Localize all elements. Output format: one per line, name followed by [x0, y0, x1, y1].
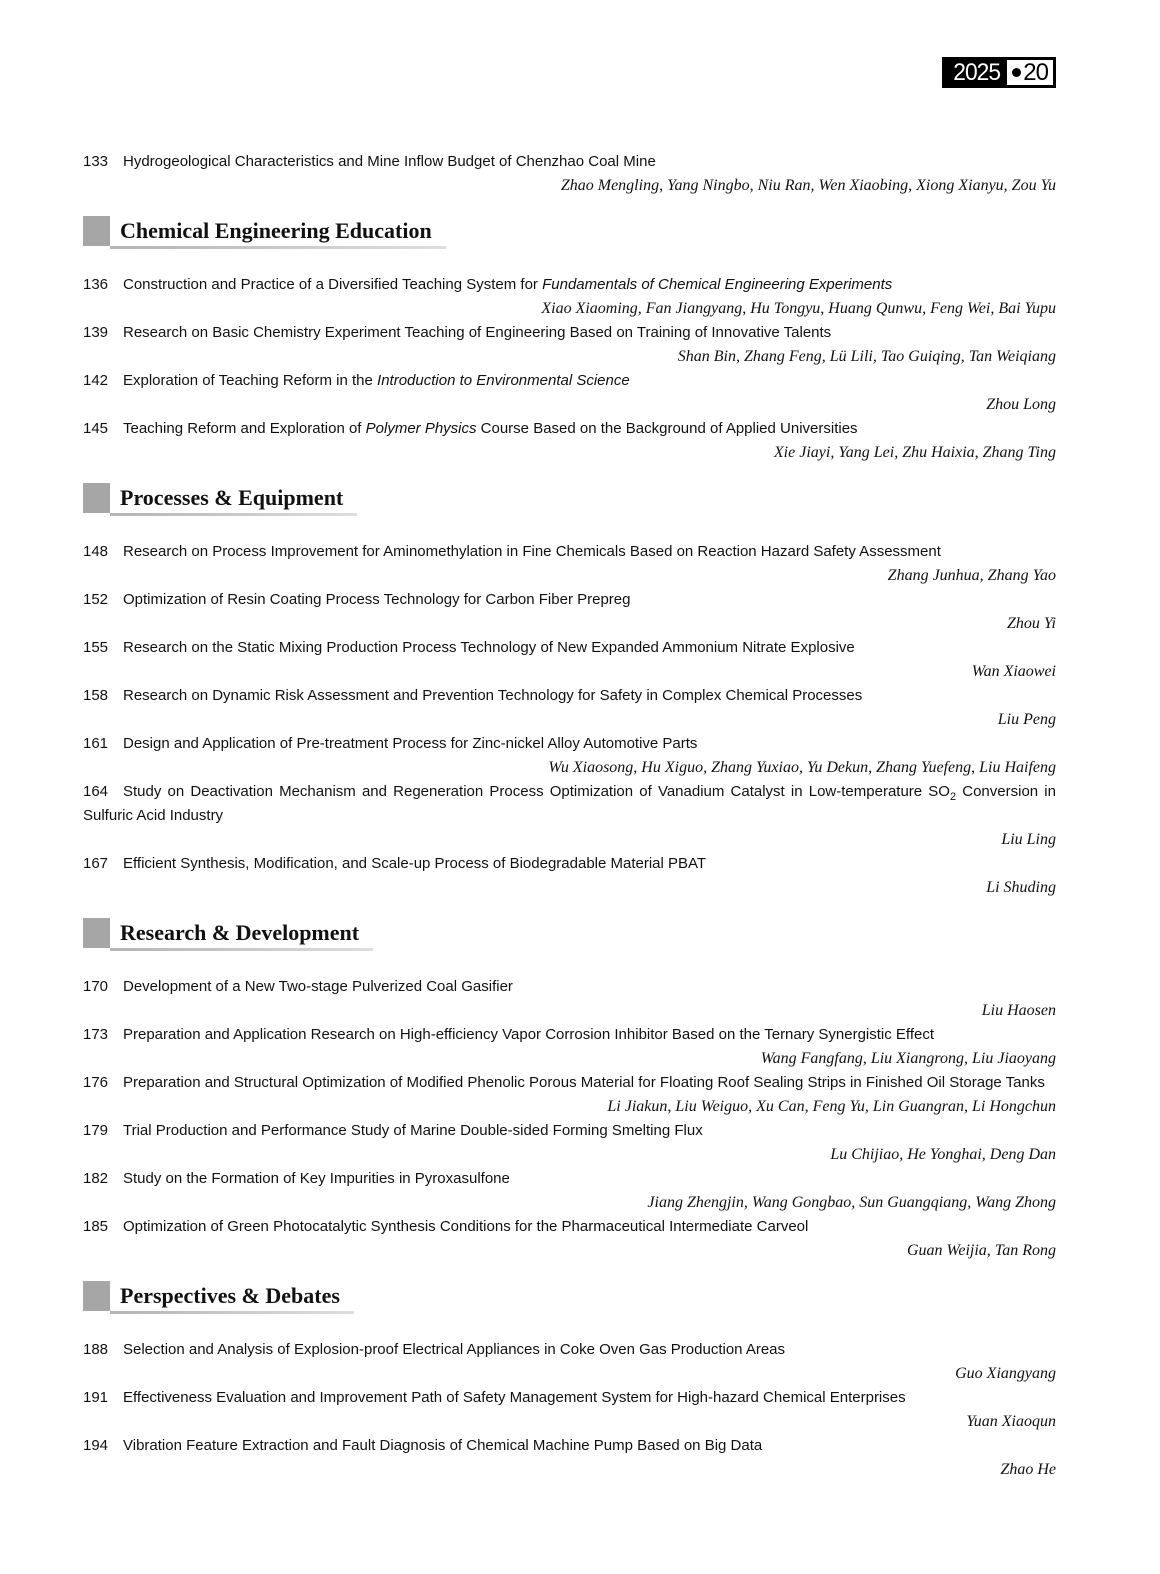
entry-title	[83, 1071, 1056, 1095]
entry-page-number: 194	[83, 1437, 109, 1454]
entry-page-number: 133	[83, 153, 109, 170]
entry-page-number: 158	[83, 687, 109, 704]
entry-page-number: 136	[83, 276, 109, 293]
entry-title	[83, 540, 1056, 564]
badge-year: 2025	[953, 59, 1001, 86]
entry-authors: Guo Xiangyang	[955, 1365, 1056, 1382]
entry-title	[83, 1338, 1056, 1362]
toc-entry	[83, 588, 1056, 636]
section-title: Chemical Engineering Education	[120, 218, 432, 243]
entry-authors: Wu Xiaosong, Hu Xiguo, Zhang Yuxiao, Yu Dekun, Zhang Yuefeng, Liu Haifeng	[548, 759, 1056, 776]
entry-authors: Liu Peng	[997, 711, 1056, 728]
section-marker-icon	[83, 216, 110, 246]
entry-title-text: Effectiveness Evaluation and Improvement Path of Safety Management System for High-hazard Chemical Enterprises	[123, 1389, 906, 1406]
entry-authors: Wan Xiaowei	[971, 663, 1056, 680]
entry-page-number: 188	[83, 1341, 109, 1358]
toc-entry	[83, 1119, 1056, 1167]
section-title-wrap	[120, 216, 446, 249]
section-title: Processes & Equipment	[120, 485, 344, 510]
section-title: Research & Development	[120, 920, 360, 945]
toc-entry	[83, 636, 1056, 684]
entry-page-number: 139	[83, 324, 109, 341]
entry-title-text: Study on the Formation of Key Impurities in Pyroxasulfone	[123, 1170, 510, 1187]
toc-list	[83, 150, 1056, 1482]
section-header	[83, 483, 1056, 516]
entry-title	[83, 780, 1056, 828]
entry-title	[83, 321, 1056, 345]
toc-entry	[83, 780, 1056, 852]
entry-title-text: Preparation and Application Research on High-efficiency Vapor Corrosion Inhibitor Based on the Ternary Synergistic Effect	[123, 1026, 935, 1043]
entry-title-text: Exploration of Teaching Reform in the Introduction to Environmental Science	[123, 372, 630, 389]
toc-entry	[83, 369, 1056, 417]
entry-authors: Zhao He	[1000, 1461, 1056, 1478]
entry-page-number: 185	[83, 1218, 109, 1235]
entry-title-text: Design and Application of Pre-treatment Process for Zinc-nickel Alloy Automotive Parts	[123, 735, 698, 752]
section-header	[83, 1281, 1056, 1314]
entry-page-number: 148	[83, 543, 109, 560]
entry-title	[83, 588, 1056, 612]
entry-title-text: Construction and Practice of a Diversified Teaching System for Fundamentals of Chemical Engineering Experiments	[123, 276, 893, 293]
entry-title-text: Optimization of Green Photocatalytic Synthesis Conditions for the Pharmaceutical Intermediate Carveol	[123, 1218, 809, 1235]
section-title-wrap	[120, 483, 357, 516]
bullet-icon	[1012, 68, 1021, 77]
entry-title-text: Trial Production and Performance Study of Marine Double-sided Forming Smelting Flux	[123, 1122, 703, 1139]
toc-entry	[83, 417, 1056, 465]
section-underline	[110, 948, 373, 951]
toc-entry	[83, 1167, 1056, 1215]
entry-title-text: Preparation and Structural Optimization of Modified Phenolic Porous Material for Floating Roof Sealing Strips in Finished Oil Storage Tanks	[123, 1074, 1045, 1091]
toc-entry	[83, 150, 1056, 198]
entry-page-number: 182	[83, 1170, 109, 1187]
entry-title-text: Teaching Reform and Exploration of Polymer Physics Course Based on the Background of Applied Universities	[123, 420, 858, 437]
entry-title	[83, 417, 1056, 441]
section-marker-icon	[83, 483, 110, 513]
entry-title	[83, 636, 1056, 660]
section-underline	[110, 246, 446, 249]
entry-title	[83, 1434, 1056, 1458]
entry-authors: Wang Fangfang, Liu Xiangrong, Liu Jiaoyang	[760, 1050, 1056, 1067]
entry-authors: Guan Weijia, Tan Rong	[906, 1242, 1056, 1259]
entry-authors: Jiang Zhengjin, Wang Gongbao, Sun Guangqiang, Wang Zhong	[647, 1194, 1056, 1211]
toc-entry	[83, 1215, 1056, 1263]
entry-authors: Yuan Xiaoqun	[966, 1413, 1056, 1430]
badge-row	[83, 57, 1056, 88]
toc-entry	[83, 684, 1056, 732]
entry-title-text: Study on Deactivation Mechanism and Regeneration Process Optimization of Vanadium Catalyst in Low-temperature $SO_2$ Conversion in Sulfuric Acid Industry	[83, 783, 1056, 824]
entry-page-number: 161	[83, 735, 109, 752]
section-marker-icon	[83, 918, 110, 948]
entry-page-number: 145	[83, 420, 109, 437]
toc-entry	[83, 273, 1056, 321]
entry-title-text: Selection and Analysis of Explosion-proof Electrical Appliances in Coke Oven Gas Production Areas	[123, 1341, 786, 1358]
entry-title	[83, 273, 1056, 297]
entry-authors: Zhao Mengling, Yang Ningbo, Niu Ran, Wen Xiaobing, Xiong Xianyu, Zou Yu	[560, 177, 1056, 194]
toc-entry	[83, 1023, 1056, 1071]
section-underline	[110, 1311, 354, 1314]
entry-title-text: Vibration Feature Extraction and Fault Diagnosis of Chemical Machine Pump Based on Big Data	[123, 1437, 763, 1454]
entry-title-text: Research on Dynamic Risk Assessment and Prevention Technology for Safety in Complex Chemical Processes	[123, 687, 863, 704]
entry-page-number: 191	[83, 1389, 109, 1406]
entry-title	[83, 369, 1056, 393]
entry-title-text: Research on Basic Chemistry Experiment Teaching of Engineering Based on Training of Innovative Talents	[123, 324, 832, 341]
toc-entry	[83, 732, 1056, 780]
section-underline	[110, 513, 357, 516]
toc-entry	[83, 852, 1056, 900]
toc-entry	[83, 1071, 1056, 1119]
entry-authors: Zhang Junhua, Zhang Yao	[887, 567, 1056, 584]
entry-authors: Liu Haosen	[981, 1002, 1056, 1019]
entry-page-number: 152	[83, 591, 109, 608]
entry-authors: Shan Bin, Zhang Feng, Lü Lili, Tao Guiqing, Tan Weiqiang	[677, 348, 1056, 365]
entry-title	[83, 684, 1056, 708]
entry-title	[83, 1167, 1056, 1191]
toc-entry	[83, 975, 1056, 1023]
entry-title	[83, 852, 1056, 876]
badge-issue-box	[1007, 60, 1053, 85]
entry-title-text: Research on Process Improvement for Aminomethylation in Fine Chemicals Based on Reaction Hazard Safety Assessment	[123, 543, 941, 560]
toc-entry	[83, 1386, 1056, 1434]
issue-badge	[942, 57, 1056, 88]
entry-title-text: Optimization of Resin Coating Process Technology for Carbon Fiber Prepreg	[123, 591, 631, 608]
section-title: Perspectives & Debates	[120, 1283, 340, 1308]
entry-authors: Lu Chijiao, He Yonghai, Deng Dan	[830, 1146, 1056, 1163]
entry-page-number: 170	[83, 978, 109, 995]
entry-authors: Li Jiakun, Liu Weiguo, Xu Can, Feng Yu, Lin Guangran, Li Hongchun	[607, 1098, 1056, 1115]
entry-title-text: Development of a New Two-stage Pulverized Coal Gasifier	[123, 978, 513, 995]
entry-page-number: 155	[83, 639, 109, 656]
entry-page-number: 179	[83, 1122, 109, 1139]
toc-entry	[83, 1434, 1056, 1482]
entry-authors: Li Shuding	[986, 879, 1056, 896]
entry-title	[83, 975, 1056, 999]
section-header	[83, 216, 1056, 249]
entry-authors: Zhou Yi	[1006, 615, 1056, 632]
entry-title	[83, 150, 1056, 174]
section-title-wrap	[120, 918, 373, 951]
entry-title-text: Hydrogeological Characteristics and Mine Inflow Budget of Chenzhao Coal Mine	[123, 153, 656, 170]
entry-page-number: 164	[83, 783, 109, 800]
entry-page-number: 167	[83, 855, 109, 872]
entry-title	[83, 732, 1056, 756]
entry-page-number: 176	[83, 1074, 109, 1091]
toc-entry	[83, 1338, 1056, 1386]
entry-title-text: Efficient Synthesis, Modification, and Scale-up Process of Biodegradable Material PBAT	[123, 855, 707, 872]
toc-entry	[83, 540, 1056, 588]
entry-title	[83, 1119, 1056, 1143]
entry-authors: Xiao Xiaoming, Fan Jiangyang, Hu Tongyu, Huang Qunwu, Feng Wei, Bai Yupu	[541, 300, 1056, 317]
section-marker-icon	[83, 1281, 110, 1311]
entry-title	[83, 1023, 1056, 1047]
entry-title	[83, 1215, 1056, 1239]
entry-page-number: 142	[83, 372, 109, 389]
entry-authors: Xie Jiayi, Yang Lei, Zhu Haixia, Zhang Ting	[773, 444, 1056, 461]
entry-title-text: Research on the Static Mixing Production Process Technology of New Expanded Ammonium Nitrate Explosive	[123, 639, 855, 656]
entry-title	[83, 1386, 1056, 1410]
section-header	[83, 918, 1056, 951]
toc-entry	[83, 321, 1056, 369]
entry-authors: Zhou Long	[986, 396, 1056, 413]
badge-issue-number: 20	[1023, 59, 1048, 86]
entry-page-number: 173	[83, 1026, 109, 1043]
entry-authors: Liu Ling	[1001, 831, 1056, 848]
section-title-wrap	[120, 1281, 354, 1314]
